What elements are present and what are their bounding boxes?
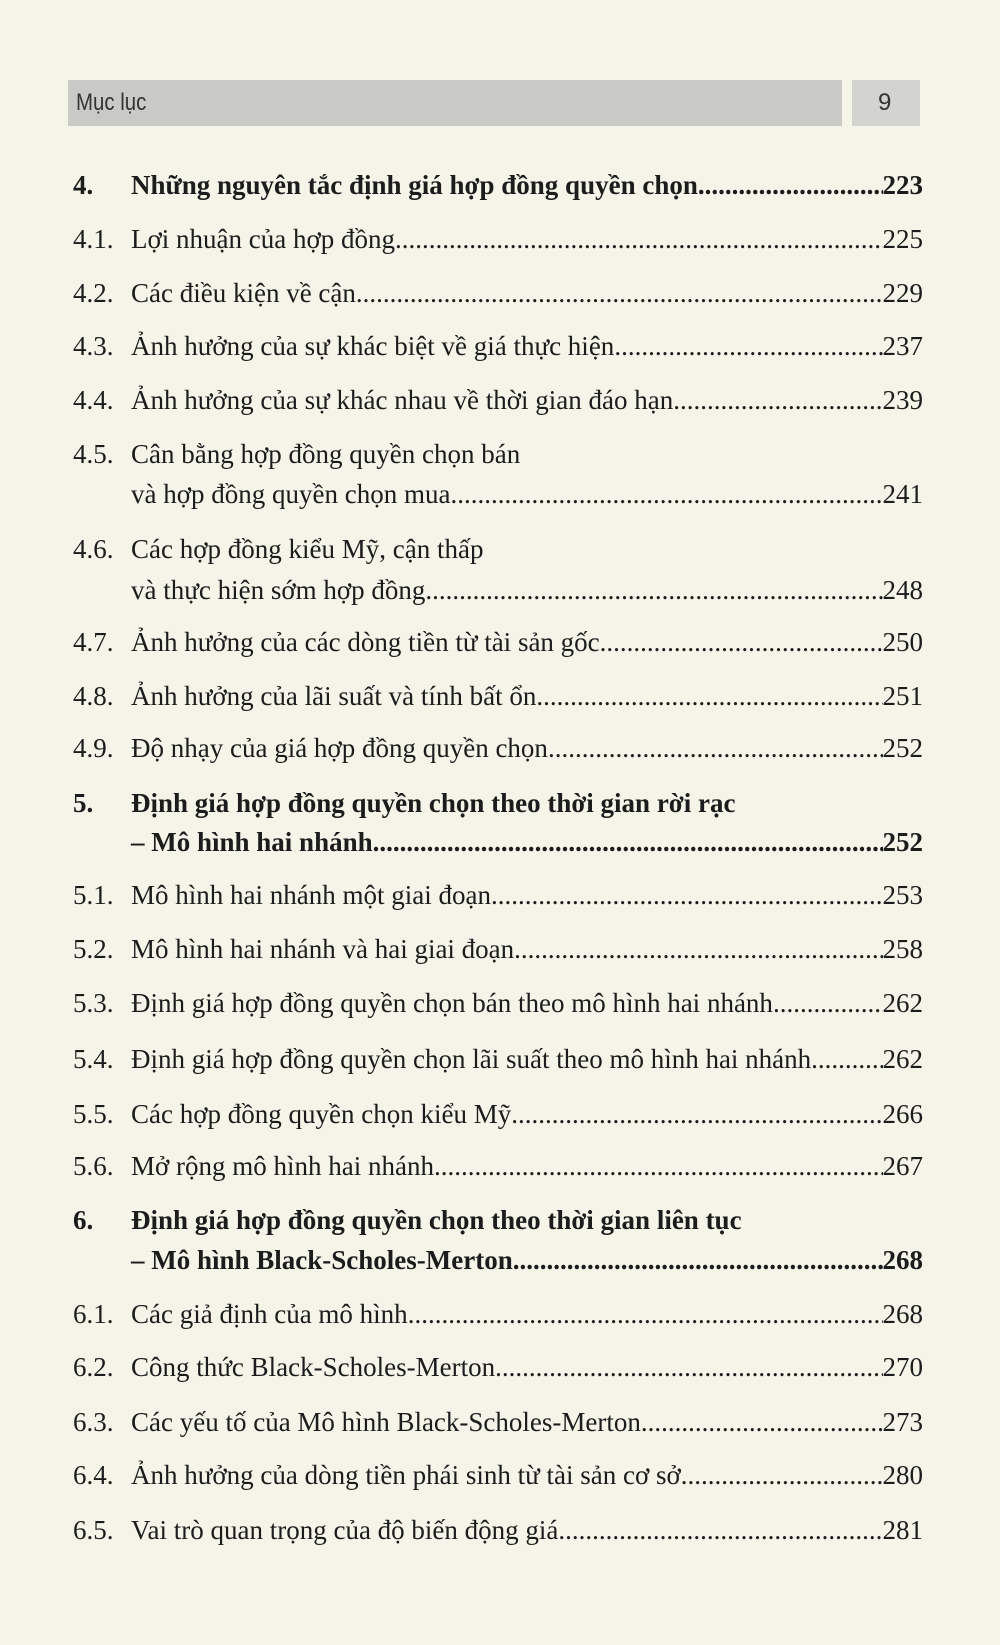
entry-number: 4.3. bbox=[73, 331, 114, 361]
toc-entry bbox=[73, 383, 923, 417]
entry-number: 4.8. bbox=[73, 681, 114, 711]
entry-number: 5.3. bbox=[73, 988, 114, 1018]
entry-title-continued: và hợp đồng quyền chọn mua bbox=[131, 479, 451, 509]
toc-entry bbox=[73, 329, 923, 363]
entry-number: 6.5. bbox=[73, 1515, 114, 1545]
dot-leader bbox=[495, 1350, 882, 1384]
entry-number: 4.6. bbox=[73, 534, 114, 564]
entry-title: Định giá hợp đồng quyền chọn bán theo mô hình hai nhánh bbox=[131, 988, 773, 1018]
running-header bbox=[68, 80, 842, 126]
toc-entry bbox=[73, 1513, 923, 1547]
toc-entry bbox=[73, 825, 923, 859]
toc-entry bbox=[73, 625, 923, 659]
dot-leader bbox=[513, 1243, 883, 1277]
entry-page: 262 bbox=[882, 988, 923, 1018]
entry-title: Định giá hợp đồng quyền chọn lãi suất theo mô hình hai nhánh bbox=[131, 1044, 812, 1074]
entry-title: Độ nhạy của giá hợp đồng quyền chọn bbox=[131, 733, 548, 763]
entry-page: 266 bbox=[882, 1099, 923, 1129]
entry-number: 6.4. bbox=[73, 1460, 114, 1490]
dot-leader bbox=[548, 731, 883, 765]
toc-entry bbox=[73, 532, 923, 566]
toc-entry bbox=[73, 276, 923, 310]
entry-number: 4.9. bbox=[73, 733, 114, 763]
dot-leader bbox=[373, 825, 883, 859]
entry-number: 5.2. bbox=[73, 934, 114, 964]
entry-title: Định giá hợp đồng quyền chọn theo thời gian liên tục bbox=[131, 1205, 742, 1235]
dot-leader bbox=[434, 1149, 883, 1183]
entry-number: 6. bbox=[73, 1205, 94, 1235]
dot-leader bbox=[811, 1042, 882, 1076]
entry-page: 270 bbox=[882, 1352, 923, 1382]
dot-leader bbox=[491, 878, 883, 912]
toc-entry bbox=[73, 1458, 923, 1492]
entry-page: 223 bbox=[882, 170, 923, 200]
dot-leader bbox=[356, 276, 883, 310]
entry-page: 225 bbox=[882, 224, 923, 254]
entry-page: 267 bbox=[882, 1151, 923, 1181]
entry-page: 248 bbox=[882, 575, 923, 605]
dot-leader bbox=[514, 932, 882, 966]
entry-title: Lợi nhuận của hợp đồng bbox=[131, 224, 396, 254]
entry-number: 4.1. bbox=[73, 224, 114, 254]
entry-title: Ảnh hưởng của sự khác nhau về thời gian đáo hạn bbox=[131, 385, 674, 415]
entry-title: Mô hình hai nhánh một giai đoạn bbox=[131, 880, 491, 910]
entry-page: 252 bbox=[882, 827, 923, 857]
dot-leader bbox=[673, 383, 882, 417]
entry-page: 273 bbox=[882, 1407, 923, 1437]
entry-title: Ảnh hưởng của các dòng tiền từ tài sản gốc bbox=[131, 627, 600, 657]
entry-title: Các điều kiện về cận bbox=[131, 278, 356, 308]
dot-leader bbox=[450, 477, 882, 511]
entry-number: 4. bbox=[73, 170, 94, 200]
page-number-box bbox=[852, 80, 920, 126]
entry-title: Mở rộng mô hình hai nhánh bbox=[131, 1151, 434, 1181]
entry-title: Mô hình hai nhánh và hai giai đoạn bbox=[131, 934, 515, 964]
entry-title-continued: và thực hiện sớm hợp đồng bbox=[131, 575, 426, 605]
toc-entry bbox=[73, 786, 923, 820]
dot-leader bbox=[536, 679, 882, 713]
entry-page: 253 bbox=[882, 880, 923, 910]
dot-leader bbox=[681, 1458, 883, 1492]
entry-page: 229 bbox=[882, 278, 923, 308]
entry-number: 5.4. bbox=[73, 1044, 114, 1074]
header-title: Mục lục bbox=[76, 89, 147, 116]
entry-title: Công thức Black-Scholes-Merton bbox=[131, 1352, 496, 1382]
entry-number: 5.6. bbox=[73, 1151, 114, 1181]
toc-entry bbox=[73, 1042, 923, 1076]
entry-page: 280 bbox=[882, 1460, 923, 1490]
toc-entry bbox=[73, 1405, 923, 1439]
entry-page: 250 bbox=[882, 627, 923, 657]
toc-entry bbox=[73, 878, 923, 912]
entry-title: Định giá hợp đồng quyền chọn theo thời gian rời rạc bbox=[131, 788, 736, 818]
toc-entry bbox=[73, 477, 923, 511]
entry-title: Các hợp đồng quyền chọn kiểu Mỹ bbox=[131, 1099, 512, 1129]
toc-entry bbox=[73, 1149, 923, 1183]
entry-page: 252 bbox=[882, 733, 923, 763]
entry-title-continued: – Mô hình hai nhánh bbox=[131, 827, 373, 857]
toc-entry bbox=[73, 1297, 923, 1331]
dot-leader bbox=[698, 168, 883, 202]
page-number: 9 bbox=[878, 89, 892, 116]
entry-page: 237 bbox=[882, 331, 923, 361]
entry-title: Vai trò quan trọng của độ biến động giá bbox=[131, 1515, 559, 1545]
toc-entry bbox=[73, 222, 923, 256]
entry-number: 4.4. bbox=[73, 385, 114, 415]
entry-number: 5. bbox=[73, 788, 94, 818]
toc-entry bbox=[73, 573, 923, 607]
entry-page: 281 bbox=[882, 1515, 923, 1545]
toc-entry bbox=[73, 1097, 923, 1131]
entry-title: Ảnh hưởng của sự khác biệt về giá thực hiện bbox=[131, 331, 615, 361]
toc-entry bbox=[73, 679, 923, 713]
entry-number: 5.5. bbox=[73, 1099, 114, 1129]
entry-page: 262 bbox=[882, 1044, 923, 1074]
entry-page: 268 bbox=[882, 1299, 923, 1329]
entry-title-continued: – Mô hình Black-Scholes-Merton bbox=[131, 1245, 513, 1275]
entry-title: Ảnh hưởng của dòng tiền phái sinh từ tài sản cơ sở bbox=[131, 1460, 681, 1490]
dot-leader bbox=[614, 329, 882, 363]
entry-number: 4.5. bbox=[73, 439, 114, 469]
entry-number: 6.3. bbox=[73, 1407, 114, 1437]
entry-number: 6.2. bbox=[73, 1352, 114, 1382]
toc-entry bbox=[73, 1350, 923, 1384]
toc-entry bbox=[73, 932, 923, 966]
toc-entry bbox=[73, 1203, 923, 1237]
dot-leader bbox=[408, 1297, 883, 1331]
dot-leader bbox=[641, 1405, 883, 1439]
dot-leader bbox=[600, 625, 883, 659]
toc-entry bbox=[73, 986, 923, 1020]
entry-number: 6.1. bbox=[73, 1299, 114, 1329]
entry-page: 239 bbox=[882, 385, 923, 415]
dot-leader bbox=[425, 573, 882, 607]
entry-page: 241 bbox=[882, 479, 923, 509]
entry-title: Cân bằng hợp đồng quyền chọn bán bbox=[131, 439, 521, 469]
entry-title: Những nguyên tắc định giá hợp đồng quyền chọn bbox=[131, 170, 698, 200]
dot-leader bbox=[773, 986, 883, 1020]
entry-page: 258 bbox=[882, 934, 923, 964]
entry-number: 4.2. bbox=[73, 278, 114, 308]
entry-title: Các yếu tố của Mô hình Black-Scholes-Merton bbox=[131, 1407, 641, 1437]
entry-page: 251 bbox=[882, 681, 923, 711]
entry-title: Ảnh hưởng của lãi suất và tính bất ổn bbox=[131, 681, 537, 711]
entry-page: 268 bbox=[882, 1245, 923, 1275]
entry-title: Các giả định của mô hình bbox=[131, 1299, 408, 1329]
dot-leader bbox=[395, 222, 882, 256]
dot-leader bbox=[558, 1513, 882, 1547]
entry-number: 5.1. bbox=[73, 880, 114, 910]
toc-entry bbox=[73, 437, 923, 471]
entry-title: Các hợp đồng kiểu Mỹ, cận thấp bbox=[131, 534, 484, 564]
entry-number: 4.7. bbox=[73, 627, 114, 657]
toc-entry bbox=[73, 1243, 923, 1277]
dot-leader bbox=[511, 1097, 882, 1131]
toc-entry bbox=[73, 731, 923, 765]
toc-entry bbox=[73, 168, 923, 202]
